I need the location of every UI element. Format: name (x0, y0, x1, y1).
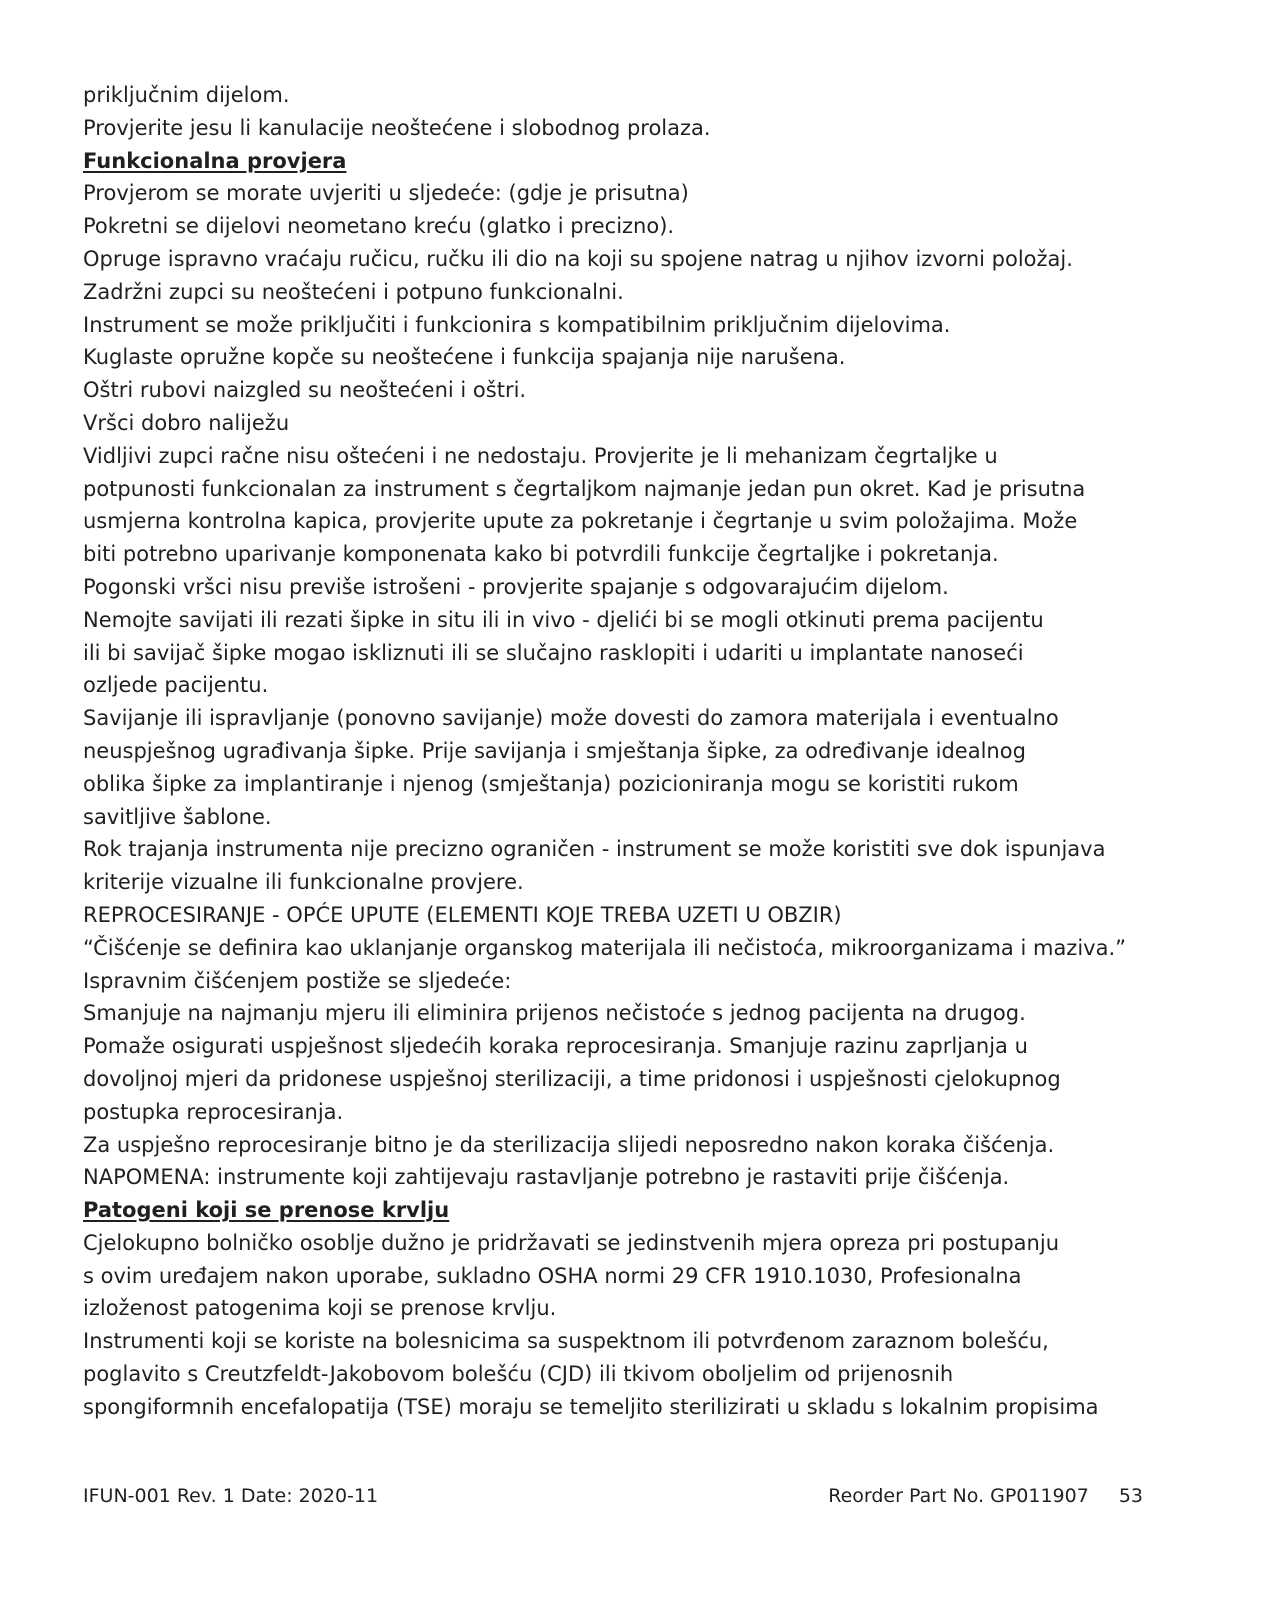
text-line: Savijanje ili ispravljanje (ponovno savijanje) može dovesti do zamora materijala i eventualno (83, 706, 1059, 731)
text-line: s ovim uređajem nakon uporabe, sukladno OSHA normi 29 CFR 1910.1030, Profesionalna (83, 1263, 1022, 1288)
text-line: Instrument se može priključiti i funkcionira s kompatibilnim priključnim dijelovima. (83, 312, 951, 337)
text-line: neuspješnog ugrađivanja šipke. Prije savijanja i smještanja šipke, za određivanje idealnog (83, 738, 1026, 763)
page-footer (83, 1481, 1143, 1511)
text-line: NAPOMENA: instrumente koji zahtijevaju rastavljanje potrebno je rastaviti prije čišćenja. (83, 1165, 1010, 1190)
text-line: izloženost patogenima koji se prenose krvlju. (83, 1296, 557, 1321)
text-line: potpunosti funkcionalan za instrument s čegrtaljkom najmanje jedan pun okret. Kad je prisutna (83, 476, 1086, 501)
text-line: Zadržni zupci su neoštećeni i potpuno funkcionalni. (83, 279, 624, 304)
text-line: Za uspješno reprocesiranje bitno je da sterilizacija slijedi neposredno nakon koraka čišćenja. (83, 1132, 1055, 1157)
text-line: Provjerite jesu li kanulacije neoštećene i slobodnog prolaza. (83, 115, 711, 140)
text-line: Provjerom se morate uvjeriti u sljedeće: (gdje je prisutna) (83, 181, 689, 206)
text-line: “Čišćenje se definira kao uklanjanje organskog materijala ili nečistoća, mikroorganizama i maziva.” (83, 935, 1127, 960)
body-text (83, 79, 1193, 1424)
text-line: oblika šipke za implantiranje i njenog (smještanja) pozicioniranja mogu se koristiti rukom (83, 771, 1019, 796)
text-line: Oštri rubovi naizgled su neoštećeni i oštri. (83, 378, 527, 403)
text-line: poglavito s Creutzfeldt-Jakobovom bolešću (CJD) ili tkivom oboljelim od prijenosnih (83, 1362, 954, 1387)
text-line: savitljive šablone. (83, 804, 272, 829)
text-line: Vidljivi zupci račne nisu oštećeni i ne nedostaju. Provjerite je li mehanizam čegrtaljke u (83, 443, 998, 468)
text-line: Kuglaste opružne kopče su neoštećene i funkcija spajanja nije narušena. (83, 345, 846, 370)
text-line: usmjerna kontrolna kapica, provjerite upute za pokretanje i čegrtanje u svim položajima. Može (83, 509, 1078, 534)
text-line: Rok trajanja instrumenta nije precizno ograničen - instrument se može koristiti sve dok ispunjava (83, 837, 1106, 862)
text-line: Pogonski vršci nisu previše istrošeni - provjerite spajanje s odgovarajućim dijelom. (83, 574, 949, 599)
text-line: Instrumenti koji se koriste na bolesnicima sa suspektnom ili potvrđenom zaraznom bolešću, (83, 1329, 1049, 1354)
text-line: Ispravnim čišćenjem postiže se sljedeće: (83, 968, 512, 993)
text-line: Pokretni se dijelovi neometano kreću (glatko i precizno). (83, 214, 675, 239)
text-line: spongiformnih encefalopatija (TSE) moraju se temeljito sterilizirati u skladu s lokalnim propisima (83, 1394, 1099, 1419)
text-line: biti potrebno uparivanje komponenata kako bi potvrdili funkcije čegrtaljke i pokretanja. (83, 542, 999, 567)
text-line: dovoljnoj mjeri da pridonese uspješnoj sterilizaciji, a time pridonosi i uspješnosti cjelokupnog (83, 1066, 1061, 1091)
text-line: kriterije vizualne ili funkcionalne provjere. (83, 870, 524, 895)
text-line: Pomaže osigurati uspješnost sljedećih koraka reprocesiranja. Smanjuje razinu zaprljanja u (83, 1034, 1028, 1059)
text-line: priključnim dijelom. (83, 83, 290, 107)
footer-document-id: IFUN-001 Rev. 1 Date: 2020-11 (83, 1485, 379, 1507)
text-line: Cjelokupno bolničko osoblje dužno je pridržavati se jedinstvenih mjera opreza pri postupanju (83, 1230, 1060, 1255)
text-line: ili bi savijač šipke mogao iskliznuti ili se slučajno rasklopiti i udariti u implantate nanoseći (83, 640, 1024, 665)
text-line: Smanjuje na najmanju mjeru ili eliminira prijenos nečistoće s jednog pacijenta na drugog. (83, 1001, 1026, 1026)
section-heading: Funkcionalna provjera (83, 148, 347, 173)
page-number: 53 (1118, 1485, 1143, 1507)
text-line: Opruge ispravno vraćaju ručicu, ručku ili dio na koji su spojene natrag u njihov izvorni položaj. (83, 246, 1073, 271)
text-line: Vršci dobro naliježu (83, 410, 290, 435)
text-line: Nemojte savijati ili rezati šipke in situ ili in vivo - djelići bi se mogli otkinuti prema pacijentu (83, 607, 1044, 632)
footer-right (828, 1481, 1143, 1511)
text-line: postupka reprocesiranja. (83, 1099, 344, 1124)
section-heading: Patogeni koji se prenose krvlju (83, 1198, 450, 1223)
text-line: ozljede pacijentu. (83, 673, 269, 698)
text-line: REPROCESIRANJE - OPĆE UPUTE (ELEMENTI KOJE TREBA UZETI U OBZIR) (83, 902, 842, 927)
footer-reorder-part-number: Reorder Part No. GP011907 (828, 1485, 1089, 1507)
